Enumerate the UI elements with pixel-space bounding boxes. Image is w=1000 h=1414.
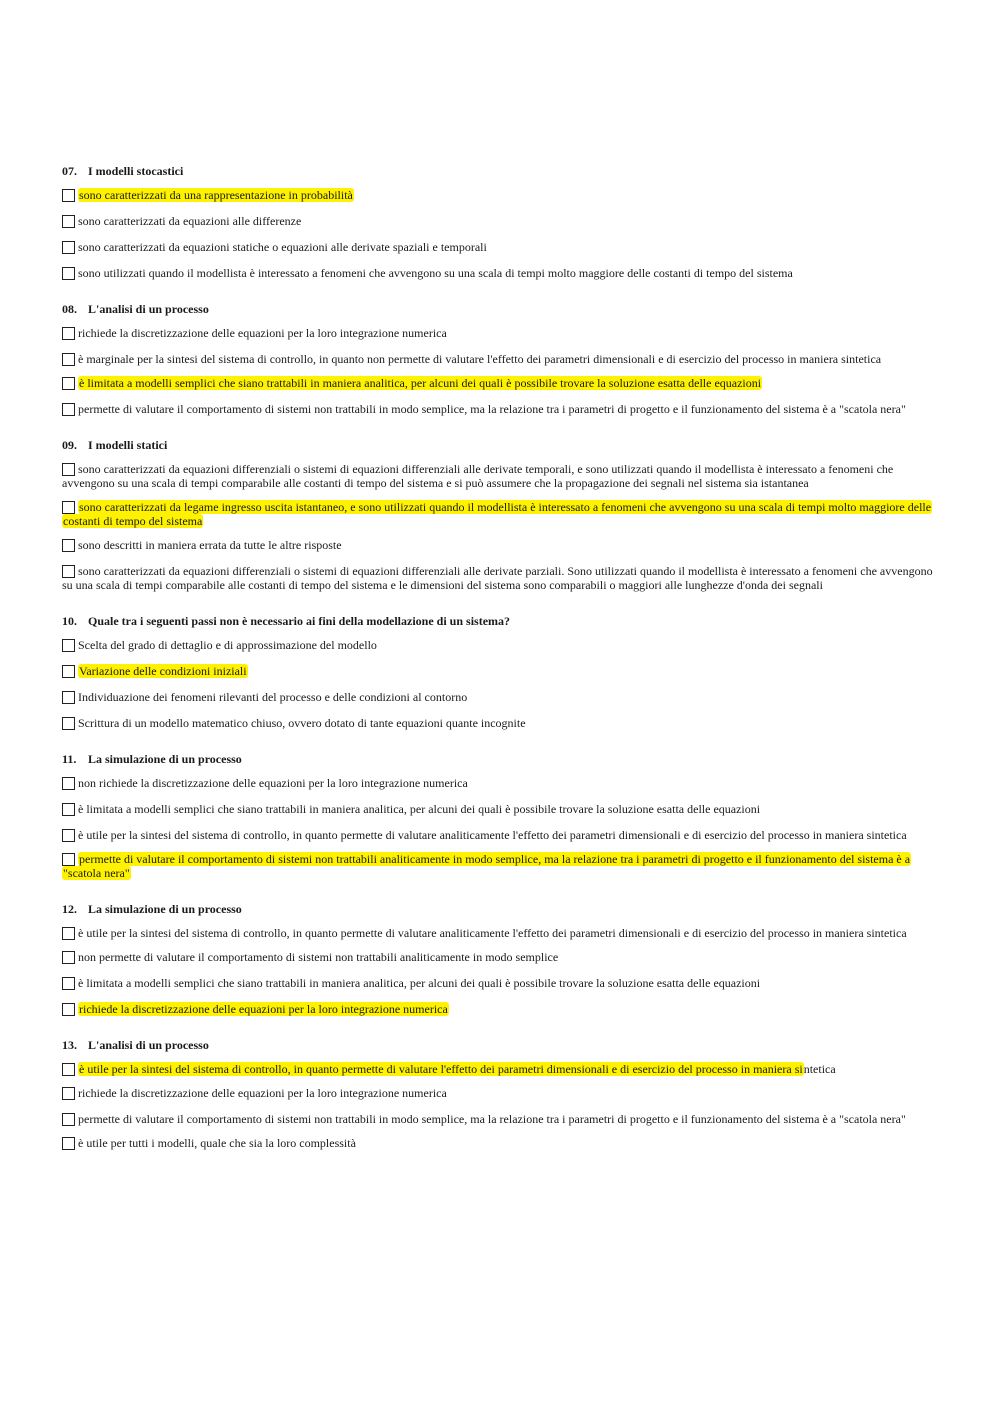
answer-option bbox=[62, 1062, 942, 1076]
answer-checkbox[interactable] bbox=[62, 639, 75, 652]
answer-checkbox[interactable] bbox=[62, 267, 75, 280]
answer-text: richiede la discretizzazione delle equazioni per la loro integrazione numerica bbox=[78, 326, 447, 340]
answer-checkbox[interactable] bbox=[62, 665, 75, 678]
answer-checkbox[interactable] bbox=[62, 1137, 75, 1150]
question-text: I modelli stocastici bbox=[88, 164, 184, 178]
answer-option bbox=[62, 776, 942, 790]
answer-option bbox=[62, 240, 942, 254]
question-text: La simulazione di un processo bbox=[88, 902, 242, 916]
question-title bbox=[62, 438, 942, 453]
answer-text: sono caratterizzati da equazioni differenziali o sistemi di equazioni differenziali alle derivate temporali, e sono utilizzati quando il modellista è interessato a fenomeni che avvengono su una scala di tempi comparabile alle costanti di tempo del sistema e si può assumere che la propagazione dei segnali nel sistema sia istantanea bbox=[62, 462, 894, 490]
answer-checkbox[interactable] bbox=[62, 377, 75, 390]
answer-checkbox[interactable] bbox=[62, 803, 75, 816]
answer-checkbox[interactable] bbox=[62, 189, 75, 202]
answer-checkbox[interactable] bbox=[62, 691, 75, 704]
answer-option bbox=[62, 852, 942, 880]
answer-text: sono caratterizzati da equazioni statiche o equazioni alle derivate spaziali e temporali bbox=[78, 240, 487, 254]
question-title bbox=[62, 752, 942, 767]
answer-checkbox[interactable] bbox=[62, 977, 75, 990]
question-title bbox=[62, 1038, 942, 1053]
question-block bbox=[62, 302, 942, 416]
answer-option bbox=[62, 1002, 942, 1016]
answer-checkbox[interactable] bbox=[62, 1113, 75, 1126]
answer-text: è limitata a modelli semplici che siano trattabili in maniera analitica, per alcuni dei quali è possibile trovare la soluzione esatta delle equazioni bbox=[78, 802, 761, 816]
answer-option bbox=[62, 326, 942, 340]
answer-text: permette di valutare il comportamento di sistemi non trattabili in modo semplice, ma la relazione tra i parametri di progetto e il funzionamento del sistema è a "scatola nera" bbox=[78, 402, 906, 416]
question-number: 12. bbox=[62, 902, 77, 916]
answer-option bbox=[62, 402, 942, 416]
answer-text: sono utilizzati quando il modellista è interessato a fenomeni che avvengono su una scala di tempi molto maggiore delle costanti di tempo del sistema bbox=[78, 266, 793, 280]
answer-option bbox=[62, 1086, 942, 1100]
answer-option bbox=[62, 802, 942, 816]
answer-text-highlighted: sono caratterizzati da legame ingresso uscita istantaneo, e sono utilizzati quando il modellista è interessato a fenomeni che avvengono su una scala di tempi molto maggiore delle costanti di tempo del sistema bbox=[63, 500, 932, 528]
answer-text-highlighted: è limitata a modelli semplici che siano trattabili in maniera analitica, per alcuni dei quali è possibile trovare la soluzione esatta delle equazioni bbox=[79, 376, 762, 390]
answer-checkbox[interactable] bbox=[62, 241, 75, 254]
question-text: Quale tra i seguenti passi non è necessario ai fini della modellazione di un sistema? bbox=[88, 614, 511, 628]
answer-option bbox=[62, 976, 942, 990]
answer-text-tail: ntetica bbox=[803, 1062, 836, 1076]
answer-text: Individuazione dei fenomeni rilevanti del processo e delle condizioni al contorno bbox=[78, 690, 468, 704]
answer-checkbox[interactable] bbox=[62, 565, 75, 578]
answer-text: non permette di valutare il comportamento di sistemi non trattabili analiticamente in modo semplice bbox=[78, 950, 559, 964]
answer-option bbox=[62, 1112, 942, 1126]
answer-option bbox=[62, 564, 942, 592]
answer-option bbox=[62, 214, 942, 228]
question-title bbox=[62, 902, 942, 917]
quiz-document bbox=[62, 164, 942, 1172]
answer-text: è marginale per la sintesi del sistema di controllo, in quanto non permette di valutare l'effetto dei parametri dimensionali e di esercizio del processo in maniera sintetica bbox=[78, 352, 882, 366]
answer-option bbox=[62, 926, 942, 940]
answer-option bbox=[62, 266, 942, 280]
question-number: 11. bbox=[62, 752, 77, 766]
answer-text: è utile per tutti i modelli, quale che sia la loro complessità bbox=[78, 1136, 356, 1150]
answer-checkbox[interactable] bbox=[62, 501, 75, 514]
answer-checkbox[interactable] bbox=[62, 777, 75, 790]
answer-checkbox[interactable] bbox=[62, 829, 75, 842]
question-block bbox=[62, 614, 942, 730]
answer-text: permette di valutare il comportamento di sistemi non trattabili in modo semplice, ma la relazione tra i parametri di progetto e il funzionamento del sistema è a "scatola nera" bbox=[78, 1112, 906, 1126]
answer-option bbox=[62, 462, 942, 490]
answer-text: è utile per la sintesi del sistema di controllo, in quanto permette di valutare analiticamente l'effetto dei parametri dimensionali e di esercizio del processo in maniera sintetica bbox=[78, 828, 907, 842]
answer-option bbox=[62, 538, 942, 552]
answer-text: è limitata a modelli semplici che siano trattabili in maniera analitica, per alcuni dei quali è possibile trovare la soluzione esatta delle equazioni bbox=[78, 976, 761, 990]
answer-text: Scrittura di un modello matematico chiuso, ovvero dotato di tante equazioni quante incognite bbox=[78, 716, 526, 730]
question-block bbox=[62, 1038, 942, 1150]
answer-text-highlighted: Variazione delle condizioni iniziali bbox=[79, 664, 247, 678]
answer-text: sono descritti in maniera errata da tutte le altre risposte bbox=[78, 538, 342, 552]
answer-text: Scelta del grado di dettaglio e di approssimazione del modello bbox=[78, 638, 377, 652]
question-block bbox=[62, 164, 942, 280]
question-title bbox=[62, 302, 942, 317]
question-title bbox=[62, 164, 942, 179]
answer-text-highlighted: permette di valutare il comportamento di sistemi non trattabili analiticamente in modo semplice, ma la relazione tra i parametri di progetto e il funzionamento del sistema è a "scatola nera" bbox=[63, 852, 911, 880]
answer-text: non richiede la discretizzazione delle equazioni per la loro integrazione numerica bbox=[78, 776, 468, 790]
answer-option bbox=[62, 376, 942, 390]
answer-text: sono caratterizzati da equazioni alle differenze bbox=[78, 214, 302, 228]
answer-checkbox[interactable] bbox=[62, 403, 75, 416]
answer-option bbox=[62, 828, 942, 842]
answer-option bbox=[62, 950, 942, 964]
answer-checkbox[interactable] bbox=[62, 1003, 75, 1016]
answer-checkbox[interactable] bbox=[62, 327, 75, 340]
question-block bbox=[62, 752, 942, 880]
answer-checkbox[interactable] bbox=[62, 215, 75, 228]
answer-checkbox[interactable] bbox=[62, 353, 75, 366]
question-text: L'analisi di un processo bbox=[88, 1038, 209, 1052]
question-text: La simulazione di un processo bbox=[88, 752, 242, 766]
answer-text-highlighted: è utile per la sintesi del sistema di controllo, in quanto permette di valutare l'effetto dei parametri dimensionali e di esercizio del processo in maniera si bbox=[79, 1062, 803, 1076]
answer-option bbox=[62, 1136, 942, 1150]
answer-option bbox=[62, 188, 942, 202]
question-number: 09. bbox=[62, 438, 77, 452]
answer-option bbox=[62, 690, 942, 704]
question-number: 10. bbox=[62, 614, 77, 628]
answer-option bbox=[62, 716, 942, 730]
answer-option bbox=[62, 664, 942, 678]
question-text: I modelli statici bbox=[88, 438, 168, 452]
answer-text: sono caratterizzati da equazioni differenziali o sistemi di equazioni differenziali alle derivate parziali. Sono utilizzati quando il modellista è interessato a fenomeni che avvengono su una scala di tempi comparabile alle costanti di tempo del sistema e le dimensioni del sistema sono comparabili o maggiori alle lunghezze d'onda dei segnali bbox=[62, 564, 933, 592]
answer-checkbox[interactable] bbox=[62, 1087, 75, 1100]
question-text: L'analisi di un processo bbox=[88, 302, 209, 316]
answer-option bbox=[62, 638, 942, 652]
answer-checkbox[interactable] bbox=[62, 463, 75, 476]
answer-option bbox=[62, 500, 942, 528]
answer-checkbox[interactable] bbox=[62, 717, 75, 730]
answer-text-highlighted: richiede la discretizzazione delle equazioni per la loro integrazione numerica bbox=[79, 1002, 448, 1016]
answer-text: è utile per la sintesi del sistema di controllo, in quanto permette di valutare analiticamente l'effetto dei parametri dimensionali e di esercizio del processo in maniera sintetica bbox=[78, 926, 907, 940]
answer-text-highlighted: sono caratterizzati da una rappresentazione in probabilità bbox=[79, 188, 353, 202]
question-number: 08. bbox=[62, 302, 77, 316]
question-block bbox=[62, 438, 942, 592]
answer-text: richiede la discretizzazione delle equazioni per la loro integrazione numerica bbox=[78, 1086, 447, 1100]
question-number: 07. bbox=[62, 164, 77, 178]
answer-checkbox[interactable] bbox=[62, 951, 75, 964]
answer-checkbox[interactable] bbox=[62, 539, 75, 552]
question-number: 13. bbox=[62, 1038, 77, 1052]
answer-checkbox[interactable] bbox=[62, 927, 75, 940]
answer-option bbox=[62, 352, 942, 366]
answer-checkbox[interactable] bbox=[62, 853, 75, 866]
question-title bbox=[62, 614, 942, 629]
answer-checkbox[interactable] bbox=[62, 1063, 75, 1076]
question-block bbox=[62, 902, 942, 1016]
